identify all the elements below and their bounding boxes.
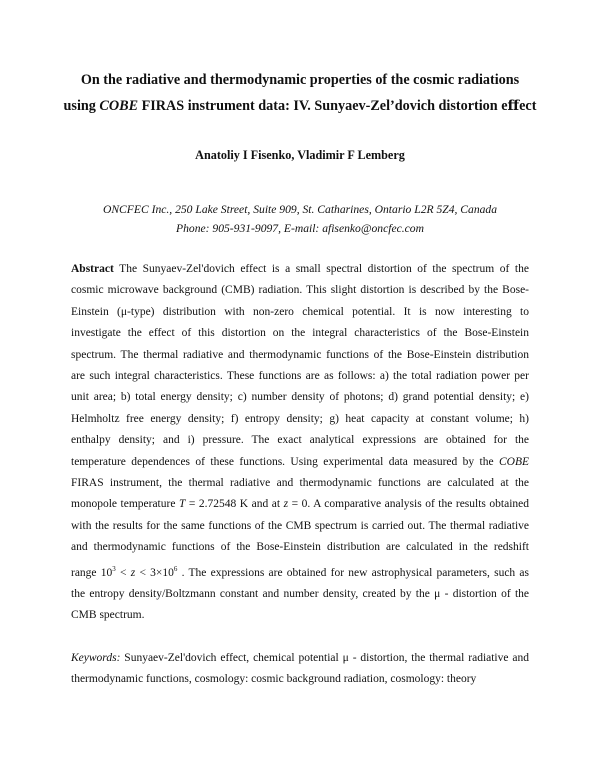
exponent: 3 xyxy=(112,564,116,573)
keywords-line: thermodynamic functions, cosmology: cosmic background radiation, cosmology: theory xyxy=(71,673,477,686)
abstract-line: with the results for the same functions of the CMB spectrum is carried out. The thermal radiative xyxy=(71,519,529,532)
redshift-symbol: z xyxy=(283,498,289,511)
abstract-line: are such integral characteristics. These functions are as follows: a) the total radiation power per xyxy=(71,370,529,383)
abstract-line: spectrum. The thermal radiative and thermodynamic functions of the Bose-Einstein distribution xyxy=(71,348,529,361)
abstract-line-10-text: temperature dependences of these functions. Using experimental data measured by the xyxy=(71,455,499,468)
abstract-line xyxy=(71,494,529,515)
abstract-line: enthalpy density; and i) pressure. The exact analytical expressions are obtained for the xyxy=(71,434,529,447)
abstract-line: and thermodynamic functions of the Bose-Einstein distribution are calculated in the redshift xyxy=(71,541,529,554)
affiliation xyxy=(0,200,600,238)
abstract-line xyxy=(71,259,529,280)
abstract-line: Helmholtz free energy density; f) entropy density; g) heat capacity at constant volume; h) xyxy=(71,412,529,425)
abstract-text-fragment: < 3×10 xyxy=(135,566,174,579)
paper-title xyxy=(40,67,560,119)
redshift-symbol: z xyxy=(130,566,136,579)
keywords xyxy=(71,648,529,691)
authors: Anatoliy I Fisenko, Vladimir F Lemberg xyxy=(195,148,405,162)
abstract-line: Einstein (μ-type) distribution with non-zero chemical potential. It is now interesting to xyxy=(71,305,529,318)
abstract-line xyxy=(71,452,529,473)
abstract-line: the entropy density/Boltzmann constant and number density, created by the μ - distortion of the xyxy=(71,587,529,600)
title-line-1: On the radiative and thermodynamic properties of the cosmic radiations xyxy=(80,72,520,88)
abstract-line xyxy=(71,559,529,584)
keywords-label: Keywords: xyxy=(71,652,121,664)
keywords-line-1-text: Sunyaev-Zel'dovich effect, chemical potential μ - distortion, the thermal radiative and xyxy=(120,652,529,664)
exponent: 6 xyxy=(173,564,178,573)
abstract-text-fragment: = 2.72548 K and at xyxy=(185,498,284,511)
affiliation-address: ONCFEC Inc., 250 Lake Street, Suite 909, St. Catharines, Ontario L2R 5Z4, Canada xyxy=(102,203,498,216)
abstract-text-fragment: . The expressions are obtained for new astrophysical parameters, such as xyxy=(177,566,529,579)
abstract-line: FIRAS instrument, the thermal radiative and thermodynamic functions are calculated at the xyxy=(71,477,529,490)
abstract xyxy=(71,259,529,627)
abstract-line: CMB spectrum. xyxy=(71,609,145,622)
abstract-line: unit area; b) total energy density; c) number density of photons; d) grand potential density; e) xyxy=(71,391,529,404)
title-cobe: COBE xyxy=(99,98,139,114)
abstract-line: cosmic microwave background (CMB) radiation. This slight distortion is described by the Bose- xyxy=(71,284,529,297)
abstract-text-fragment: = 0. A comparative analysis of the results obtained xyxy=(288,498,530,511)
title-line-2 xyxy=(40,93,560,119)
affiliation-contact: Phone: 905-931-9097, E-mail: afisenko@oncfec.com xyxy=(176,222,424,235)
abstract-heading: Abstract xyxy=(71,263,114,275)
abstract-text-fragment: monopole temperature xyxy=(71,498,179,511)
abstract-text-fragment: < xyxy=(115,566,131,579)
title-line-2-prefix: using xyxy=(63,98,100,114)
abstract-line-1-text: The Sunyaev-Zel'dovich effect is a small spectral distortion of the spectrum of the xyxy=(113,263,529,275)
temperature-symbol: T xyxy=(178,498,186,511)
abstract-cobe: COBE xyxy=(498,455,529,468)
abstract-text-fragment: range 10 xyxy=(71,566,113,579)
abstract-line: investigate the effect of this distortion on the integral characteristics of the Bose-Einstein xyxy=(71,327,529,340)
title-line-2-suffix: FIRAS instrument data: IV. Sunyaev-Zel’dovich distortion eﬀect xyxy=(138,98,537,114)
keywords-line xyxy=(71,648,529,669)
